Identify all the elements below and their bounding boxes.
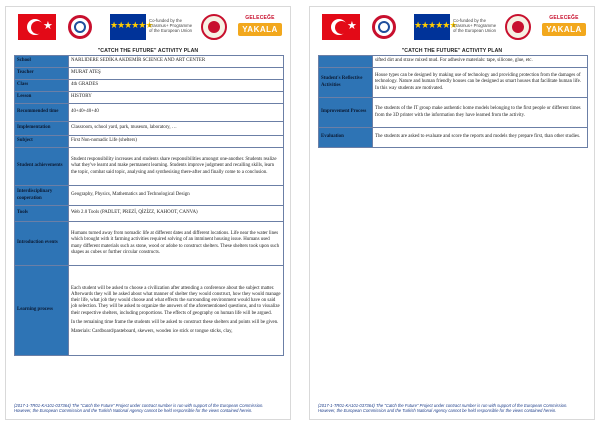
row-value-teacher: MURAT ATEŞ [69,68,284,80]
table-row [15,80,284,92]
document-title: "CATCH THE FUTURE" ACTIVITY PLAN [97,48,199,54]
turkish-flag-icon: ★ [18,14,56,40]
erasmus-cofund-text: Co-funded by the Erasmus+ Programme of the European Union [453,18,497,34]
header-logos [6,11,290,45]
row-label-tools: Tools [15,206,69,222]
table-row [319,98,588,128]
learning-paragraph: Materials: Cardboard/pasteboard, skewers, wooden ice stick or tongue sticks, clay, [71,328,233,334]
row-value-implementation: Classroom, school yard, park, museum, laboratory, … [69,122,284,136]
row-value-learning-process [69,266,284,356]
activity-plan-page-2 [309,6,595,420]
row-value-interdisciplinary: Geography, Physics, Mathematics and Technological Design [69,186,284,206]
row-label-class: Class [15,80,69,92]
row-label-subject: Subject [15,136,69,148]
row-label-reflective-activities: Student's Reflective Activities [319,68,373,98]
row-value-reflective-activities: House types can be designed by making use of technology and providing protection from the damages of technology. Nature and human friendly houses can be designed as smart houses that facilitate human life. In this way students are motivated. [373,68,588,98]
row-value-continued-materials: sifted dirt and straw mixed mud. For adhesive materials: tape, silicone, glue, etc. [373,56,588,68]
document-title: "CATCH THE FUTURE" ACTIVITY PLAN [401,48,503,54]
row-value-student-achievements: Student responsibility increases and students share responsibilities amongst one-another. Students realize what they've learnt and make permanent learning. Students improve judgment and recalling skills, learn the topic, combat said topic, analysing and synthesising there-after and finally come to a conclusion. [69,148,284,186]
row-value-tools: Web 2.0 Tools (PADLET, PREZİ, QİZİZZ, KAHOOT, CANVA) [69,206,284,222]
table-row [319,56,588,68]
row-value-lesson: HISTORY [69,92,284,104]
table-row [319,68,588,98]
school-seal-icon [503,14,533,40]
project-logo: GELECEĞE YAKALA [539,14,589,40]
table-row [319,128,588,148]
funding-disclaimer: (2017-1-TR01-KA101-037364) The "Catch the Future" Project under contract number is run with support of the European Commission. However, the European Commission and the Turkish National Agency cannot be held responsible for the views contained herein. [318,402,568,414]
activity-plan-page-1 [5,6,291,420]
row-label-interdisciplinary: Interdisciplinary cooperation [15,186,69,206]
row-value-recommended-time: 40+40+40+40 [69,104,284,122]
eu-flag-icon: ★★★★★★ [414,14,450,40]
table-row [15,122,284,136]
row-label-learning-process: Learning process [15,266,69,356]
row-value-school: NARLIDERE SEDİKA AKDEMİR SCIENCE AND ART CENTER [69,56,284,68]
learning-paragraph: In the remaining time frame the students will be asked to construct these shelters and points will be given. [71,319,279,325]
row-label-student-achievements: Student achievements [15,148,69,186]
eu-flag-icon: ★★★★★★ [110,14,146,40]
national-agency-logo-icon [66,14,100,40]
table-row [15,148,284,186]
activity-plan-table-continued [318,55,588,148]
project-logo: GELECEĞE YAKALA [235,14,285,40]
table-row [15,266,284,356]
row-label-continued [319,56,373,68]
table-row [15,56,284,68]
row-value-subject: First Non-nomadic Life (shelters) [69,136,284,148]
row-value-introduction-events: Humans turned away from nomadic life at different dates and different locations. Life near the water lines which brought with it farming activities required solving of an imminent housing issue. Humans used many different materials such as stone, wood or adobe to construct shelters. These shelters took upon such shapes as cubes or further circular constructs. [69,222,284,266]
erasmus-cofund-text: Co-funded by the Erasmus+ Programme of the European Union [149,18,193,34]
activity-plan-table [14,55,284,356]
table-row [15,222,284,266]
table-row [15,206,284,222]
table-row [15,68,284,80]
row-label-implementation: Implementation [15,122,69,136]
header-logos [310,11,594,45]
row-label-evaluation: Evaluation [319,128,373,148]
row-label-improvement-process: Improvement Process [319,98,373,128]
row-label-introduction-events: Introduction events [15,222,69,266]
row-value-class: 4th GRADES [69,80,284,92]
turkish-flag-icon: ★ [322,14,360,40]
table-row [15,104,284,122]
row-label-teacher: Teacher [15,68,69,80]
table-row [15,92,284,104]
row-label-recommended-time: Recommended time [15,104,69,122]
row-value-evaluation: The students are asked to evaluate and score the reports and models they prepare first, than other studies. [373,128,588,148]
table-row [15,136,284,148]
national-agency-logo-icon [370,14,404,40]
row-label-lesson: Lesson [15,92,69,104]
learning-paragraph: Each student will be asked to choose a civilization after attending a conference about the subject matter. Afterwards they will be asked about what manner of shelter they would construct, how they would manage their life, what job they would choose and what effects the surrounding environment would have on said job selection. They will be asked to organize the answers of the aforementioned questions, and to visualize their respective shelters, including proportions. The effects of geography on human life will be argued. [71,286,281,316]
funding-disclaimer: (2017-1-TR01-KA101-037364) The "Catch the Future" Project under contract number is run with support of the European Commission. However, the European Commission and the Turkish National Agency cannot be held responsible for the views contained herein. [14,402,264,414]
table-row [15,186,284,206]
row-label-school: School [15,56,69,68]
row-value-improvement-process: The students of the IT group make authentic home models belonging to the first people or different times from the 3D printer with the information they have learned from the activity. [373,98,588,128]
school-seal-icon [199,14,229,40]
